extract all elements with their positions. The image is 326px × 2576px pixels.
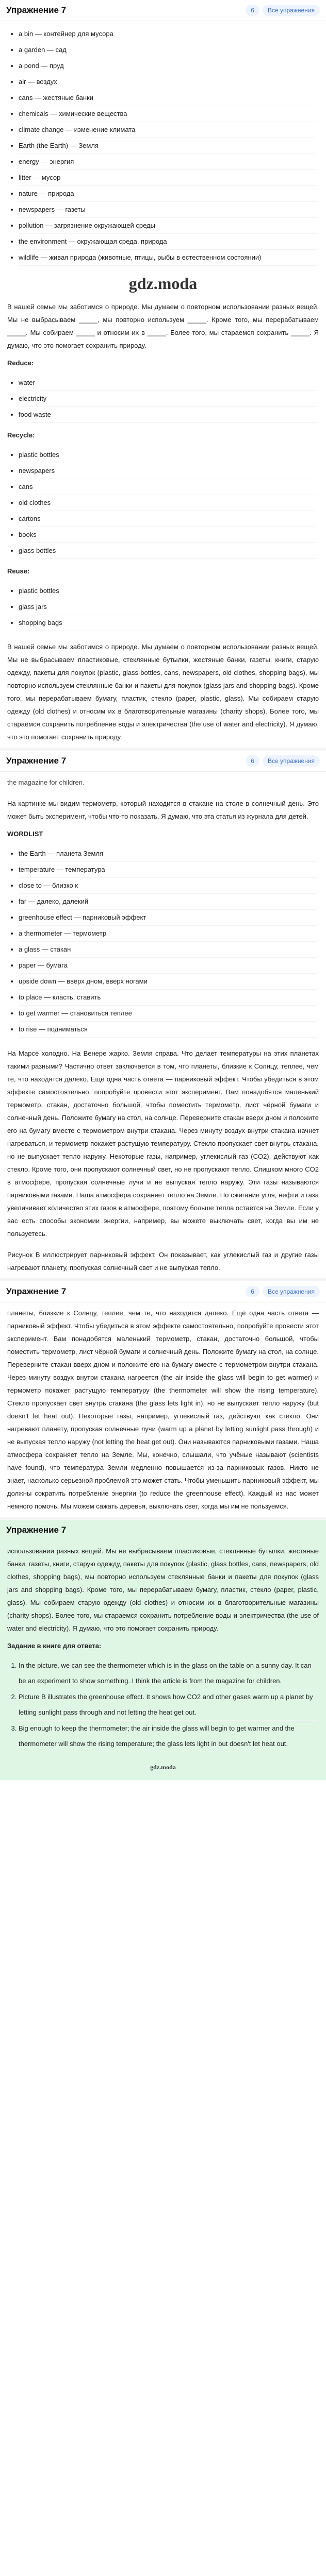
reduce-list xyxy=(0,370,326,428)
reuse-title: Reuse: xyxy=(7,567,30,575)
fill-in-paragraph: В нашей семье мы заботимся о природе. Мы думаем о повторном использовании разных вещей. Мы не выбрасываем _____, мы повторно используем _____. Кроме того, мы перерабатываем _____. Мы собираем _____ и относим их в _____. Более того, мы стараемся сохранить _____. Я думаю, что это помогает сохранить природу. xyxy=(7,303,319,349)
word-item: • a bin — контейнер для мусора xyxy=(19,26,317,42)
word-item: • cans — жестяные банки xyxy=(19,90,317,106)
highlighted-answer: использовании разных вещей. Мы не выбрасываем пластиковые, стеклянные бутылки, жестяные банки, газеты, книги, старую одежду, пакеты для покупок (plastic, glass bottles, cans, newspapers, old clothes, shopping bags), мы повторно используем стеклянные банки и пакеты для покупок (glass jars and shopping bags). Кроме того, мы перерабатываем бумагу, пластик, стекло (paper, plastic, glass). Мы собираем старую одежду (old clothes) и относим их в благотворительные магазины (charity shops). Более того, мы стараемся сохранить потребление воды и электричества (the use of water and electricity). Я думаю, что это помогает сохранить природу. xyxy=(7,1547,319,1632)
article-translation: На Марсе холодно. На Венере жарко. Земля справа. Что делает температуры на этих планетах такими разными? Частично ответ заключается в том, что планеты, близкие к Солнцу, теплее, чем те, что находятся далеко. Ещё одна часть ответа — парниковый эффект. Чтобы убедиться в этом эффекте самостоятельно, попробуйте провести этот эксперимент. Вам понадобятся маленький термометр, стакан, достаточно большой, чтобы поместить термометр, лист чёрной бумаги и солнечный день. Положите бумагу на стол, на солнце. Переверните стакан вверх дном и положите его на бумагу вместе с термометром внутри стакана. Через минуту воздух внутри стакана начнет нагреваться, и термометр покажет растущую температуру. Стекло пропускает свет внутрь стакана, но не выпускает тепло наружу. Некоторые газы, например, углекислый газ (CO2), действуют как стекло. Кроме того, они пропускают солнечный свет, но не пропускают тепло. Слишком много CO2 в атмосфере, пропуская солнечные лучи и не выпуская тепло наружу. Эти газы называются парниковыми газами. Наша атмосфера сохраняет тепло на Земле. Но сжигание угля, нефти и газа увеличивает количество этих газов в атмосфере, поэтому больше тепла остаётся на Земле. Если у вас есть способы экономии энергии, например, вы можете выключать свет, когда вы им не пользуетесь. xyxy=(7,1049,319,1238)
picture-b-note: Рисунок В иллюстрирует парниковый эффект. Он показывает, как углекислый газ и другие газы нагревают планету, пропуская солнечный свет и не выпуская тепло. xyxy=(7,1251,319,1272)
section-header-1 xyxy=(0,0,326,21)
answer-translation: планеты, близкие к Солнцу, теплее, чем те, что находятся далеко. Ещё одна часть ответа — парниковый эффект. Чтобы убедиться в этом эффекте самостоятельно, попробуйте провести этот эксперимент. Вам понадобятся маленький термометр, стакан, достаточно большой, чтобы поместить термометр, лист чёрной бумаги и солнечный день. Положите бумагу на стол, на солнце. Переверните стакан вверх дном и положите его на бумагу вместе с термометром внутри стакана. Через минуту воздух внутри стакана нагреется (the air inside the glass will begin to get warmer) и термометр покажет растущую температуру (the thermometer will show the rising temperature). Стекло пропускает свет внутрь стакана (the glass lets light in), но не выпускает тепло наружу (but doesn't let heat out). Некоторые газы, например, углекислый газ, действуют как стекло. Они нагревают планету, пропуская солнечные лучи (warm up a planet by letting sunlight pass through) и не выпуская тепло наружу (not letting the heat get out). Они называются парниковыми газами. Наша атмосфера сохраняет тепло на Земле. Мы, конечно, слышали, что учёные называют (scientists have found), что температура Земли медленно повышается из-за парниковых газов. Никто не знает, насколько серьезной проблемой это может стать. Чтобы уменьшить парниковый эффект, мы должны сократить потребление энергии (to reduce the greenhouse effect). Каждый из нас может немного помочь. Мы можем сажать деревья, выключать свет, когда мы им не пользуемся. xyxy=(7,1309,319,1510)
word-item: • Earth (the Earth) — Земля xyxy=(19,138,317,154)
view-count-badge: 6 xyxy=(246,755,259,767)
word-item: • nature — природа xyxy=(19,186,317,202)
header-actions xyxy=(246,1286,320,1297)
highlighted-section xyxy=(0,1520,326,1780)
recycle-item: • plastic bottles xyxy=(19,447,317,463)
recycle-title: Recycle: xyxy=(7,431,35,439)
reduce-item: • electricity xyxy=(19,391,317,407)
subtitle-line: the magazine for children. xyxy=(7,778,85,786)
word-item: • a thermometer — термометр xyxy=(19,926,317,942)
recycle-item: • newspapers xyxy=(19,463,317,479)
reuse-list xyxy=(0,578,326,636)
reuse-item: • glass jars xyxy=(19,599,317,615)
all-exercises-link[interactable]: Все упражнения xyxy=(263,755,320,767)
word-item: • the environment — окружающая среда, природа xyxy=(19,234,317,250)
word-item: • upside down — вверх дном, вверх ногами xyxy=(19,974,317,990)
reuse-item: • shopping bags xyxy=(19,615,317,631)
all-exercises-link[interactable]: Все упражнения xyxy=(263,1286,320,1297)
watermark: gdz.moda xyxy=(128,274,198,293)
word-item: • greenhouse effect — парниковый эффект xyxy=(19,910,317,926)
word-item: • far — далеко, далекий xyxy=(19,894,317,910)
recycle-item: • glass bottles xyxy=(19,543,317,559)
reduce-item: • food waste xyxy=(19,407,317,423)
recycle-list xyxy=(0,442,326,564)
word-item: • climate change — изменение климата xyxy=(19,122,317,138)
exercise-title: Упражнение 7 xyxy=(6,1525,67,1535)
watermark: gdz.moda xyxy=(150,1764,176,1771)
section-header-3 xyxy=(0,1281,326,1302)
all-exercises-link[interactable]: Все упражнения xyxy=(263,5,320,16)
header-actions xyxy=(246,5,320,16)
section-header-2 xyxy=(0,751,326,772)
word-item: • to get warmer — становиться теплее xyxy=(19,1006,317,1022)
exercise-title: Упражнение 7 xyxy=(6,1286,67,1296)
recycle-item: • old clothes xyxy=(19,495,317,511)
exercise-title: Упражнение 7 xyxy=(6,756,67,766)
answers-list xyxy=(0,1653,326,1757)
word-item: • the Earth — планета Земля xyxy=(19,846,317,862)
answer-paragraph: В нашей семье мы заботимся о природе. Мы думаем о повторном использовании разных вещей. Мы не выбрасываем пластиковые, стеклянные бутылки, жестяные банки, газеты, книги, старую одежду, пакеты для покупок (plastic, glass bottles, cans, newspapers, old clothes, shopping bags), мы повторно используем стеклянные банки и пакеты для покупок (glass jars and shopping bags). Кроме того, мы перерабатываем бумагу, пластик, стекло (paper, plastic, glass). Мы собираем старую одежду (old clothes) и относим их в благотворительные магазины (charity shops). Более того, мы стараемся сохранить потребление воды и электричества (the use of water and electricity). Я думаю, что это помогает сохранить природу. xyxy=(7,643,319,741)
wordlist-2-title: WORDLIST xyxy=(7,830,43,838)
word-item: • a garden — сад xyxy=(19,42,317,58)
task-title: Задание в книге для ответа: xyxy=(7,1642,102,1650)
word-item: • newspapers — газеты xyxy=(19,202,317,218)
reduce-item: • water xyxy=(19,375,317,391)
reduce-title: Reduce: xyxy=(7,359,34,367)
picture-description: На картинке мы видим термометр, который находится в стакане на столе в солнечный день. Это может быть эксперимент, чтобы что-то показать. Я думаю, что эта статья из журнала для детей. xyxy=(7,800,319,820)
word-item: • close to — близко к xyxy=(19,878,317,894)
word-item: • wildlife — живая природа (животные, птицы, рыбы в естественном состоянии) xyxy=(19,250,317,266)
watermark-row xyxy=(0,1757,326,1780)
word-item: • a pond — пруд xyxy=(19,58,317,74)
exercise-title: Упражнение 7 xyxy=(6,5,67,15)
word-item: • to place — класть, ставить xyxy=(19,990,317,1006)
word-item: • pollution — загрязнение окружающей среды xyxy=(19,218,317,234)
recycle-item: • books xyxy=(19,527,317,543)
header-actions xyxy=(246,755,320,767)
word-item: • litter — мусор xyxy=(19,170,317,186)
wordlist-2 xyxy=(0,841,326,1043)
answer-item: 2. Picture B illustrates the greenhouse effect. It shows how CO2 and other gases warm up a planet by letting sunlight pass through and not letting the heat get out. xyxy=(19,1689,317,1721)
recycle-item: • cartons xyxy=(19,511,317,527)
word-item: • paper — бумага xyxy=(19,958,317,974)
reuse-item: • plastic bottles xyxy=(19,583,317,599)
word-item: • to rise — подниматься xyxy=(19,1022,317,1038)
watermark-row xyxy=(0,271,326,296)
word-item: • air — воздух xyxy=(19,74,317,90)
view-count-badge: 6 xyxy=(246,5,259,16)
wordlist-1 xyxy=(0,21,326,271)
answer-item: 1. In the picture, we can see the thermometer which is in the glass on the table on a sunny day. It can be an experiment to show something. I think the article is from the magazine for children. xyxy=(19,1658,317,1689)
answer-item: 3. Big enough to keep the thermometer; the air inside the glass will begin to get warmer and the thermometer will show the rising temperature; the glass lets light in but doesn't let heat out. xyxy=(19,1721,317,1752)
recycle-item: • cans xyxy=(19,479,317,495)
view-count-badge: 6 xyxy=(246,1286,259,1297)
word-item: • energy — энергия xyxy=(19,154,317,170)
word-item: • temperature — температура xyxy=(19,862,317,878)
word-item: • chemicals — химические вещества xyxy=(19,106,317,122)
section-header-4 xyxy=(0,1520,326,1540)
word-item: • a glass — стакан xyxy=(19,942,317,958)
